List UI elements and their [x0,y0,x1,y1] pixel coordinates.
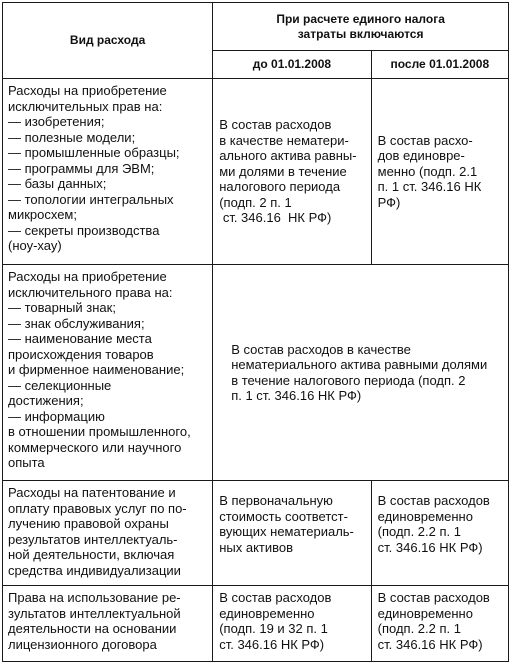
header-before-2008 [213,51,371,79]
text-line: в течение налогового периода (подп. 2 [231,372,466,388]
row-2-expense-type [3,265,213,481]
row-4-expense-type [3,586,213,662]
header-before-2008-label: до 01.01.2008 [252,57,332,71]
text-line: — изобретения; [8,114,105,129]
text-line: — базы данных; [8,176,107,191]
text-line: (ноу-хау) [8,238,62,253]
text-line: В состав расходов [219,117,332,133]
text-line: налогового периода [219,179,341,195]
header-after-2008 [371,51,508,79]
text-line: стоимость соответст- [219,508,348,524]
header-expense-type-label: Вид расхода [69,33,146,47]
text-line: ст. 346.16 НК РФ) [219,636,325,652]
text-line: ст. 346.16 НК РФ) [377,539,483,555]
text-line: зультатов интеллектуальной [8,605,181,621]
row-1-after-2008 [371,79,508,265]
text-line: лучению правовой охраны [8,516,169,531]
text-line: РФ) [377,194,401,210]
text-line: единовременно [377,605,473,621]
text-line: ст. 346.16 НК РФ) [377,636,483,652]
text-line: — программы для ЭВМ; [8,160,155,176]
text-line: менно (подп. 2.1 [377,163,478,179]
row-3-before-2008 [213,481,371,586]
text-line: ных активов [219,539,294,555]
text-line: коммерческого или научного [8,439,182,455]
text-line: Права на использование ре- [8,590,181,605]
text-line: — секреты производства [8,222,160,238]
table-row [3,481,509,586]
header-expense-type [3,3,213,79]
text-line: п. 1 ст. 346.16 НК [377,179,482,195]
text-line: дов единовре- [377,148,465,164]
text-line: оплату правовых услуг по по- [8,500,187,516]
text-line: (подп. 19 и 32 п. 1 [219,621,328,636]
text-line: нематериального актива равными долями [231,357,488,372]
text-line: Расходы на приобретение [8,269,167,284]
text-line: В состав расходов [377,493,490,508]
text-line: исключительного права на: [8,284,173,300]
row-3-expense-type [3,481,213,586]
header-group-line-2: затраты включаются [297,26,424,41]
text-line: Расходы на патентование и [8,485,176,500]
row-4-after-2008 [371,586,508,662]
text-line: и фирменное наименование; [8,362,185,377]
table-row [3,265,509,481]
row-3-after-2008 [371,481,508,586]
text-line: В состав расходов [377,590,490,605]
text-line: результатов интеллектуаль- [8,531,178,547]
text-line: лицензионного договора [8,636,157,652]
row-2-merged-treatment [213,265,509,481]
text-line: средства индивидуализации [8,562,181,578]
text-line: ми долями в течение [219,163,347,179]
header-group [213,3,509,51]
text-line: в отношении промышленного, [8,424,191,439]
header-after-2008-label: после 01.01.2008 [390,57,490,71]
text-line: (подп. 2.2 п. 1 [377,621,461,636]
text-line: единовременно [219,605,315,621]
text-line: — промышленные образцы; [8,145,180,160]
text-line: достижения; [8,393,84,408]
text-line: — наименование места [8,331,152,346]
text-line: вующих нематериаль- [219,524,354,539]
text-line: В первоначальную [219,493,333,508]
text-line: ального актива равны- [219,148,357,164]
text-line: В состав расхо- [377,132,473,148]
text-line: — полезные модели; [8,129,136,145]
text-line: исключительных прав на: [8,98,163,114]
text-line: (подп. 2.2 п. 1 [377,524,461,539]
text-line: — знак обслуживания; [8,315,145,331]
text-line: ст. 346.16 НК РФ) [219,210,332,226]
text-line: микросхем; [8,207,77,222]
table-row [3,79,509,265]
text-line: (подп. 2 п. 1 [219,194,292,210]
text-line: — селекционные [8,377,112,393]
expense-tax-table [2,2,509,662]
row-4-before-2008 [213,586,371,662]
text-line: в качестве нематери- [219,132,349,148]
text-line: — товарный знак; [8,300,116,315]
table-row [3,586,509,662]
text-line: — информацию [8,408,105,424]
row-1-before-2008 [213,79,371,265]
text-line: В состав расходов [219,590,332,605]
text-line: единовременно [377,508,473,524]
text-line: п. 1 ст. 346.16 НК РФ) [231,388,362,403]
text-line: происхождения товаров [8,346,154,362]
text-line: опыта [8,455,45,470]
header-group-line-1: При расчете единого налога [276,11,445,26]
text-line: — топологии интегральных [8,191,174,207]
text-line: Расходы на приобретение [8,83,167,98]
header-row-1 [3,3,509,51]
row-1-expense-type [3,79,213,265]
text-line: В состав расходов в качестве [231,341,411,357]
text-line: деятельности на основании [8,621,177,636]
text-line: ной деятельности, включая [8,547,175,562]
